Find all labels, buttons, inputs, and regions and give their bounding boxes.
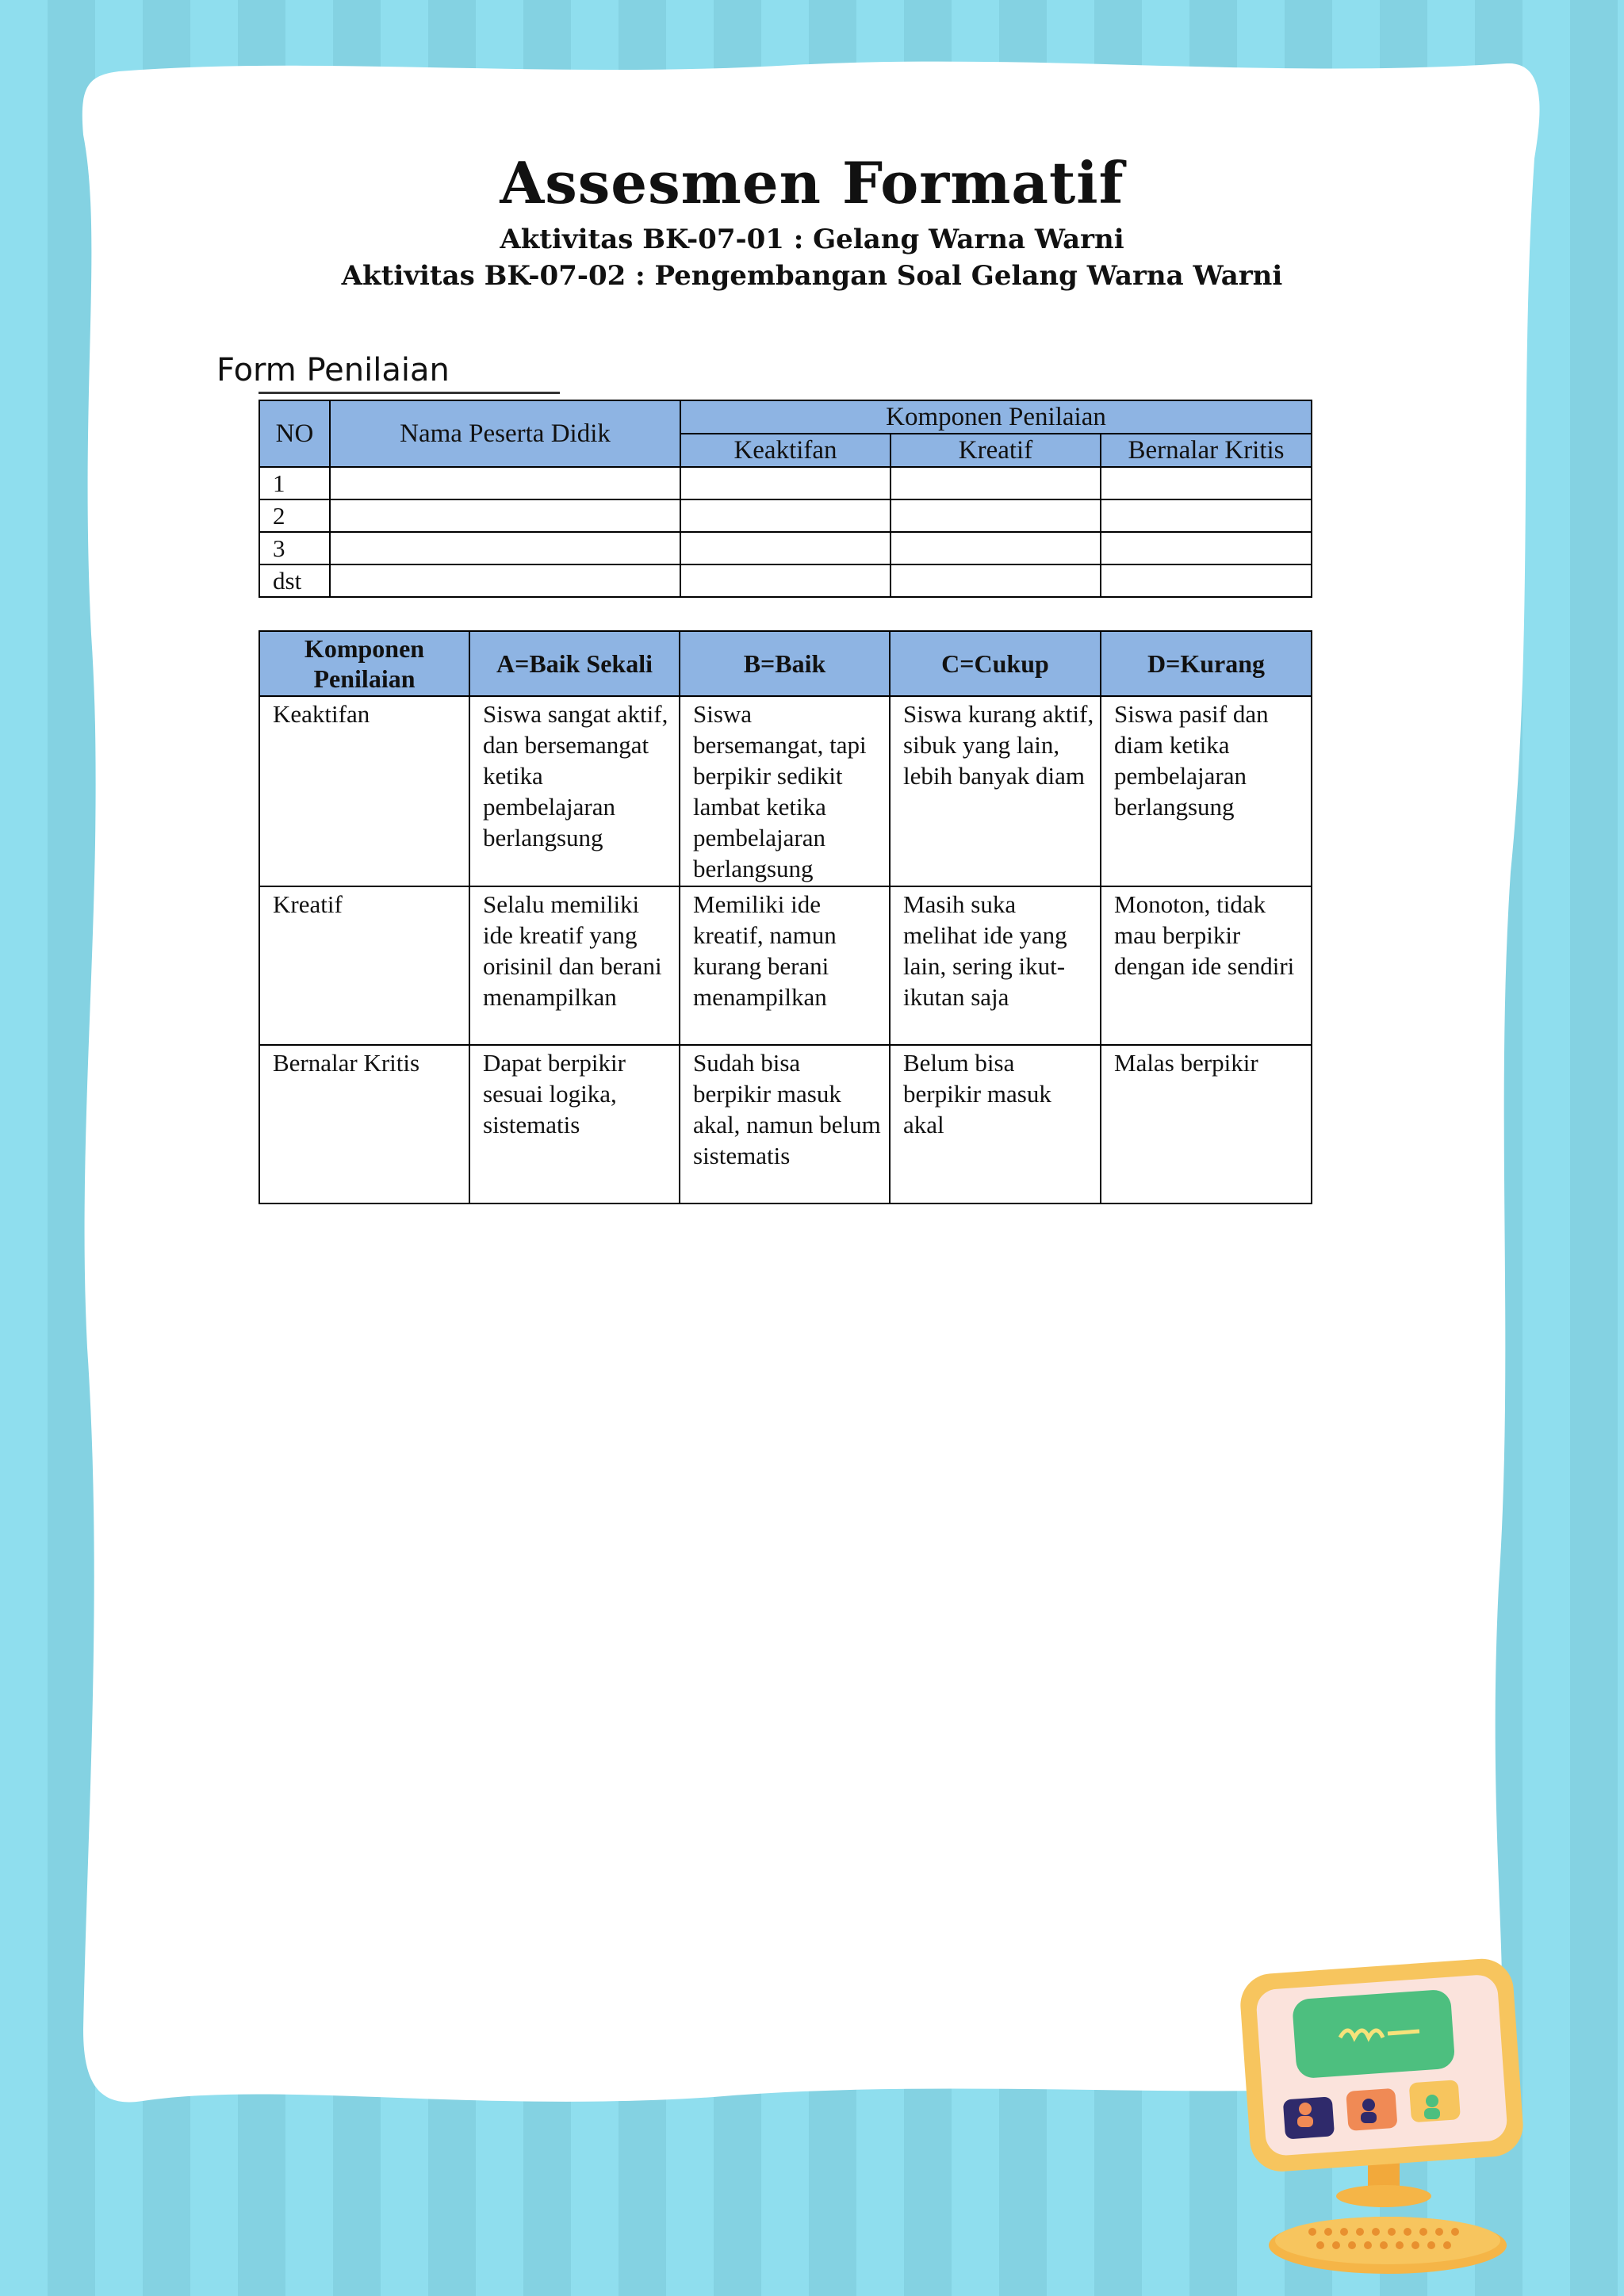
header-component-group: Komponen Penilaian [680,400,1312,434]
rubric-header-c: C=Cukup [890,631,1101,696]
header-no: NO [259,400,330,467]
page-subtitle-2: Aktivitas BK-07-02 : Pengembangan Soal Gelang Warna Warni [341,260,1283,292]
table-row [259,696,1312,886]
rubric-cell-c: Masih suka melihat ide yang lain, sering ikut-ikutan saja [890,886,1101,1045]
score-cell[interactable] [680,467,891,499]
header-name: Nama Peserta Didik [330,400,680,467]
rubric-header-a: A=Baik Sekali [469,631,680,696]
table-row [259,532,1312,564]
rubric-cell-b: Sudah bisa berpikir masuk akal, namun belum sistematis [680,1045,890,1203]
rubric-cell-a: Siswa sangat aktif, dan bersemangat ketika pembelajaran berlangsung [469,696,680,886]
row-number: dst [259,564,330,597]
header-bernalar-kritis: Bernalar Kritis [1101,434,1312,467]
page-title: Assesmen Formatif [500,149,1124,216]
score-cell[interactable] [1101,532,1312,564]
assessment-form-table [259,400,1312,598]
score-cell[interactable] [1101,499,1312,532]
rubric-cell-c: Siswa kurang aktif, sibuk yang lain, lebih banyak diam [890,696,1101,886]
table-row [259,1045,1312,1203]
table-row [259,886,1312,1045]
score-cell[interactable] [680,499,891,532]
rubric-cell-d: Monoton, tidak mau berpikir dengan ide sendiri [1101,886,1312,1045]
row-number: 3 [259,532,330,564]
rubric-cell-d: Siswa pasif dan diam ketika pembelajaran berlangsung [1101,696,1312,886]
rubric-component: Keaktifan [259,696,469,886]
score-cell[interactable] [680,532,891,564]
divider [259,392,560,394]
computer-illustration-icon [1237,1958,1546,2283]
score-cell[interactable] [680,564,891,597]
score-cell[interactable] [891,499,1101,532]
name-cell[interactable] [330,532,680,564]
rubric-header-d: D=Kurang [1101,631,1312,696]
score-cell[interactable] [891,564,1101,597]
rubric-header-component: Komponen Penilaian [259,631,469,696]
name-cell[interactable] [330,499,680,532]
table-row [259,564,1312,597]
header-kreatif: Kreatif [891,434,1101,467]
table-row [259,499,1312,532]
rubric-cell-a: Selalu memiliki ide kreatif yang orisinil dan berani menampilkan [469,886,680,1045]
rubric-component: Bernalar Kritis [259,1045,469,1203]
rubric-cell-b: Memiliki ide kreatif, namun kurang berani menampilkan [680,886,890,1045]
rubric-cell-a: Dapat berpikir sesuai logika, sistematis [469,1045,680,1203]
score-cell[interactable] [1101,467,1312,499]
header-keaktifan: Keaktifan [680,434,891,467]
score-cell[interactable] [891,467,1101,499]
rubric-component: Kreatif [259,886,469,1045]
page-subtitle-1: Aktivitas BK-07-01 : Gelang Warna Warni [500,224,1124,255]
rubric-cell-c: Belum bisa berpikir masuk akal [890,1045,1101,1203]
name-cell[interactable] [330,467,680,499]
score-cell[interactable] [891,532,1101,564]
rubric-cell-d: Malas berpikir [1101,1045,1312,1203]
rubric-header-b: B=Baik [680,631,890,696]
table-row [259,467,1312,499]
rubric-cell-b: Siswa bersemangat, tapi berpikir sedikit lambat ketika pembelajaran berlangsung [680,696,890,886]
name-cell[interactable] [330,564,680,597]
form-label: Form Penilaian [216,352,450,388]
row-number: 2 [259,499,330,532]
row-number: 1 [259,467,330,499]
rubric-table [259,630,1312,1204]
score-cell[interactable] [1101,564,1312,597]
